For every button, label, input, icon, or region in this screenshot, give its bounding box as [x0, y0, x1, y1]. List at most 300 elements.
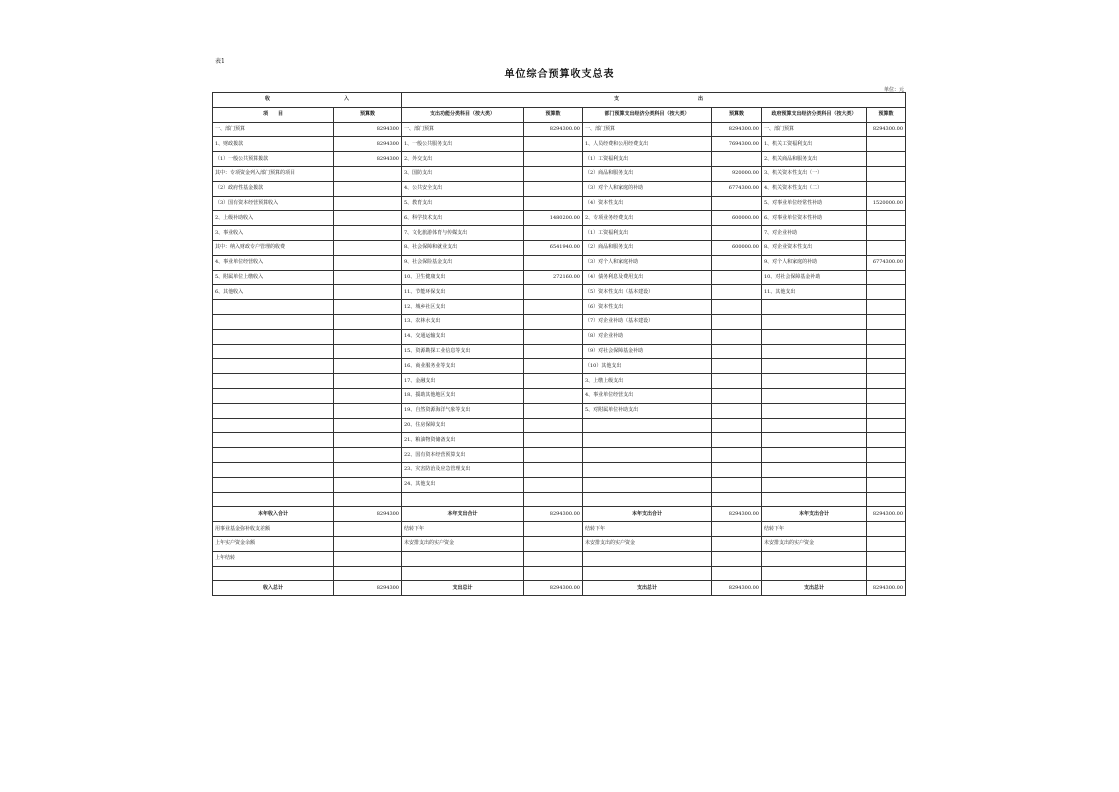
gov-item: 1、机关工资福利支出 — [762, 137, 867, 152]
function-item: 6、科学技术支出 — [402, 211, 524, 226]
dept-item: （1）工资福利支出 — [583, 152, 712, 167]
gov-budget — [867, 211, 906, 226]
dept-budget — [712, 300, 762, 315]
income-budget — [334, 403, 402, 418]
gov-item — [762, 374, 867, 389]
income-budget — [334, 418, 402, 433]
gov-budget: 8294300.00 — [867, 507, 906, 522]
income-item: 1、财政拨款 — [213, 137, 334, 152]
gov-item — [762, 300, 867, 315]
function-item: 18、援助其他地区支出 — [402, 388, 524, 403]
dept-item: （10）其他支出 — [583, 359, 712, 374]
gov-budget — [867, 522, 906, 537]
dept-item: 本年支出合计 — [583, 507, 712, 522]
income-group-header — [213, 93, 402, 108]
income-budget — [334, 566, 402, 581]
dept-budget: 6774300.00 — [712, 181, 762, 196]
header-gov-category: 政府预算支出经济分类科目（按大类） — [762, 107, 867, 122]
income-budget — [334, 270, 402, 285]
function-budget — [524, 255, 583, 270]
table-row — [213, 240, 906, 255]
gov-budget — [867, 433, 906, 448]
income-item — [213, 388, 334, 403]
function-item: 支出总计 — [402, 581, 524, 596]
income-item: 上年结转 — [213, 551, 334, 566]
function-item: 22、国有资本经营预算支出 — [402, 448, 524, 463]
gov-item — [762, 433, 867, 448]
column-header-row — [213, 107, 906, 122]
function-budget — [524, 462, 583, 477]
income-budget — [334, 492, 402, 507]
function-item: 20、住房保障支出 — [402, 418, 524, 433]
gov-budget — [867, 388, 906, 403]
income-budget — [334, 522, 402, 537]
dept-budget — [712, 477, 762, 492]
income-item: 上年实户资金余额 — [213, 536, 334, 551]
gov-item: 一、部门预算 — [762, 122, 867, 137]
function-budget — [524, 226, 583, 241]
table-row — [213, 137, 906, 152]
function-item: 21、粮油物资储备支出 — [402, 433, 524, 448]
function-item: 13、农林水支出 — [402, 314, 524, 329]
income-budget: 8294300 — [334, 507, 402, 522]
header-function-category: 支出功能分类科目（按大类） — [402, 107, 524, 122]
table-number: 表1 — [215, 58, 225, 65]
dept-item: 未安排支出的实户资金 — [583, 536, 712, 551]
income-budget: 8294300 — [334, 137, 402, 152]
table-row — [213, 551, 906, 566]
dept-budget — [712, 314, 762, 329]
gov-item — [762, 448, 867, 463]
expense-group-header — [402, 93, 906, 108]
income-item — [213, 566, 334, 581]
dept-budget — [712, 285, 762, 300]
gov-item — [762, 462, 867, 477]
function-budget — [524, 551, 583, 566]
dept-item: （9）对社会保障基金补助 — [583, 344, 712, 359]
dept-item: （4）债务利息及费用支出 — [583, 270, 712, 285]
function-item: 9、社会保险基金支出 — [402, 255, 524, 270]
gov-item: 本年支出合计 — [762, 507, 867, 522]
header-dept-category: 部门预算支出经济分类科目（按大类） — [583, 107, 712, 122]
income-item — [213, 329, 334, 344]
table-row — [213, 462, 906, 477]
gov-budget — [867, 226, 906, 241]
income-budget — [334, 285, 402, 300]
dept-item: （5）资本性支出（基本建设） — [583, 285, 712, 300]
table-row — [213, 152, 906, 167]
function-item: 未安排支出的实户资金 — [402, 536, 524, 551]
income-item: 收入总计 — [213, 581, 334, 596]
dept-budget — [712, 329, 762, 344]
function-budget — [524, 285, 583, 300]
function-item: 10、卫生健康支出 — [402, 270, 524, 285]
dept-item: （2）商品和服务支出 — [583, 240, 712, 255]
gov-item: 10、对社会保障基金补助 — [762, 270, 867, 285]
dept-budget: 600000.00 — [712, 240, 762, 255]
function-item: 14、交通运输支出 — [402, 329, 524, 344]
gov-budget — [867, 181, 906, 196]
table-row — [213, 344, 906, 359]
dept-item: 5、对附属单位补助支出 — [583, 403, 712, 418]
income-item — [213, 300, 334, 315]
dept-budget — [712, 448, 762, 463]
table-row — [213, 300, 906, 315]
dept-budget — [712, 492, 762, 507]
function-item: 5、教育支出 — [402, 196, 524, 211]
dept-item: （3）对个人和家庭补助 — [583, 255, 712, 270]
gov-budget — [867, 418, 906, 433]
income-budget — [334, 329, 402, 344]
income-item — [213, 344, 334, 359]
gov-item: 未安排支出的实户资金 — [762, 536, 867, 551]
header-gov-budget: 预算数 — [867, 107, 906, 122]
function-item: 17、金融支出 — [402, 374, 524, 389]
gov-item — [762, 344, 867, 359]
income-item — [213, 403, 334, 418]
gov-item — [762, 566, 867, 581]
income-group-char-2: 入 — [343, 96, 349, 103]
function-budget — [524, 329, 583, 344]
function-budget — [524, 418, 583, 433]
gov-item: 8、对企业资本性支出 — [762, 240, 867, 255]
dept-budget — [712, 418, 762, 433]
dept-budget — [712, 462, 762, 477]
function-budget — [524, 137, 583, 152]
year-total-row — [213, 507, 906, 522]
dept-budget — [712, 522, 762, 537]
gov-item — [762, 418, 867, 433]
income-item: 其中：专项资金列入部门预算的项目 — [213, 166, 334, 181]
expense-group-char-2: 出 — [698, 96, 704, 103]
gov-budget — [867, 566, 906, 581]
header-income-budget: 预算数 — [334, 107, 402, 122]
income-budget — [334, 359, 402, 374]
income-budget — [334, 388, 402, 403]
income-item — [213, 374, 334, 389]
income-item — [213, 359, 334, 374]
dept-item: 结转下年 — [583, 522, 712, 537]
function-budget — [524, 448, 583, 463]
dept-budget: 600000.00 — [712, 211, 762, 226]
dept-item — [583, 433, 712, 448]
group-header-row — [213, 93, 906, 108]
gov-budget — [867, 551, 906, 566]
income-budget — [334, 551, 402, 566]
function-budget — [524, 522, 583, 537]
function-budget: 6541940.00 — [524, 240, 583, 255]
table-row — [213, 477, 906, 492]
gov-budget — [867, 344, 906, 359]
dept-budget — [712, 374, 762, 389]
dept-budget — [712, 270, 762, 285]
dept-budget — [712, 403, 762, 418]
function-budget — [524, 374, 583, 389]
function-budget — [524, 359, 583, 374]
income-budget — [334, 196, 402, 211]
function-budget — [524, 536, 583, 551]
table-row — [213, 403, 906, 418]
gov-item — [762, 492, 867, 507]
function-budget — [524, 152, 583, 167]
income-item: 5、附属单位上缴收入 — [213, 270, 334, 285]
income-item: 3、事业收入 — [213, 226, 334, 241]
income-item: 其中：纳入财政专户管理的收费 — [213, 240, 334, 255]
function-item: 8、社会保障和就业支出 — [402, 240, 524, 255]
dept-item — [583, 477, 712, 492]
income-item: 一、部门预算 — [213, 122, 334, 137]
dept-budget — [712, 196, 762, 211]
dept-budget — [712, 226, 762, 241]
dept-item: 2、专项业务经费支出 — [583, 211, 712, 226]
table-row — [213, 448, 906, 463]
income-budget — [334, 314, 402, 329]
income-item — [213, 462, 334, 477]
gov-budget — [867, 359, 906, 374]
income-budget — [334, 536, 402, 551]
table-row — [213, 255, 906, 270]
dept-item — [583, 566, 712, 581]
gov-item — [762, 388, 867, 403]
dept-item: （8）对企业补助 — [583, 329, 712, 344]
gov-item: 4、机关资本性支出（二） — [762, 181, 867, 196]
income-budget: 8294300 — [334, 122, 402, 137]
function-budget — [524, 181, 583, 196]
gov-budget: 6774300.00 — [867, 255, 906, 270]
function-item — [402, 551, 524, 566]
function-item: 24、其他支出 — [402, 477, 524, 492]
dept-item: （2）商品和服务支出 — [583, 166, 712, 181]
function-item: 1、一般公共服务支出 — [402, 137, 524, 152]
function-item — [402, 492, 524, 507]
income-item — [213, 448, 334, 463]
dept-item — [583, 492, 712, 507]
table-row — [213, 211, 906, 226]
budget-table — [212, 92, 906, 596]
gov-budget — [867, 536, 906, 551]
dept-item: （7）对企业补助（基本建设） — [583, 314, 712, 329]
gov-budget: 8294300.00 — [867, 581, 906, 596]
function-budget — [524, 566, 583, 581]
gov-item: 支出总计 — [762, 581, 867, 596]
gov-item: 7、对企业补助 — [762, 226, 867, 241]
dept-budget: 8294300.00 — [712, 581, 762, 596]
income-item — [213, 418, 334, 433]
dept-budget — [712, 388, 762, 403]
table-row — [213, 270, 906, 285]
gov-budget: 8294300.00 — [867, 122, 906, 137]
table-row — [213, 359, 906, 374]
function-budget — [524, 314, 583, 329]
function-item: 7、文化旅游体育与传媒支出 — [402, 226, 524, 241]
gov-budget — [867, 403, 906, 418]
function-item: 本年支出合计 — [402, 507, 524, 522]
income-item: 用事业基金弥补收支差额 — [213, 522, 334, 537]
income-budget: 8294300 — [334, 152, 402, 167]
gov-item: 9、对个人和家庭的补助 — [762, 255, 867, 270]
function-item: 4、公共安全支出 — [402, 181, 524, 196]
gov-item: 5、对事业单位经常性补助 — [762, 196, 867, 211]
gov-budget — [867, 166, 906, 181]
gov-budget — [867, 270, 906, 285]
dept-budget — [712, 551, 762, 566]
income-item: 4、事业单位经营收入 — [213, 255, 334, 270]
income-budget — [334, 166, 402, 181]
income-item: （3）国有资本经营预算收入 — [213, 196, 334, 211]
table-row — [213, 433, 906, 448]
income-group-char-1: 收 — [265, 96, 271, 103]
table-row — [213, 314, 906, 329]
dept-item: （6）资本性支出 — [583, 300, 712, 315]
dept-budget — [712, 536, 762, 551]
gov-budget — [867, 448, 906, 463]
function-budget: 8294300.00 — [524, 122, 583, 137]
dept-budget — [712, 433, 762, 448]
gov-budget — [867, 300, 906, 315]
dept-budget — [712, 359, 762, 374]
gov-budget — [867, 477, 906, 492]
function-budget — [524, 477, 583, 492]
function-item: 3、国防支出 — [402, 166, 524, 181]
unit-label: 单位：元 — [883, 87, 904, 93]
table-row — [213, 181, 906, 196]
table-row — [213, 285, 906, 300]
expense-group-char-1: 支 — [614, 96, 620, 103]
dept-item: 3、上缴上级支出 — [583, 374, 712, 389]
table-row — [213, 418, 906, 433]
table-row — [213, 329, 906, 344]
income-item — [213, 433, 334, 448]
table-row — [213, 122, 906, 137]
table-body — [213, 93, 906, 596]
income-budget — [334, 462, 402, 477]
income-budget — [334, 300, 402, 315]
table-row — [213, 166, 906, 181]
gov-budget: 1520000.00 — [867, 196, 906, 211]
dept-budget — [712, 344, 762, 359]
function-budget — [524, 492, 583, 507]
dept-item — [583, 551, 712, 566]
table-row — [213, 196, 906, 211]
gov-budget — [867, 240, 906, 255]
dept-item: （3）对个人和家庭的补助 — [583, 181, 712, 196]
grand-total-row — [213, 581, 906, 596]
gov-item — [762, 329, 867, 344]
dept-item: （1）工资福利支出 — [583, 226, 712, 241]
income-budget — [334, 374, 402, 389]
dept-item — [583, 418, 712, 433]
income-budget — [334, 211, 402, 226]
function-budget: 1480200.00 — [524, 211, 583, 226]
income-budget — [334, 344, 402, 359]
function-item: 15、资源勘探工业信息等支出 — [402, 344, 524, 359]
header-dept-budget: 预算数 — [712, 107, 762, 122]
gov-budget — [867, 492, 906, 507]
income-budget — [334, 226, 402, 241]
table-row — [213, 226, 906, 241]
gov-budget — [867, 314, 906, 329]
gov-item: 2、机关商品和服务支出 — [762, 152, 867, 167]
dept-item: 4、事业单位经营支出 — [583, 388, 712, 403]
dept-item: （4）资本性支出 — [583, 196, 712, 211]
function-item: 19、自然资源海洋气象等支出 — [402, 403, 524, 418]
function-budget — [524, 344, 583, 359]
function-budget: 8294300.00 — [524, 581, 583, 596]
function-item: 结转下年 — [402, 522, 524, 537]
gov-item: 11、其他支出 — [762, 285, 867, 300]
income-item — [213, 477, 334, 492]
function-budget — [524, 300, 583, 315]
page-title: 单位综合预算收支总表 — [504, 69, 615, 80]
table-row — [213, 522, 906, 537]
income-budget — [334, 448, 402, 463]
gov-item: 3、机关资本性支出（一） — [762, 166, 867, 181]
dept-budget — [712, 566, 762, 581]
dept-budget: 8294300.00 — [712, 507, 762, 522]
gov-item — [762, 477, 867, 492]
income-item: 本年收入合计 — [213, 507, 334, 522]
function-item: 2、外交支出 — [402, 152, 524, 167]
table-row — [213, 374, 906, 389]
income-item — [213, 492, 334, 507]
gov-budget — [867, 137, 906, 152]
dept-budget: 920000.00 — [712, 166, 762, 181]
income-item: （1）一般公共预算拨款 — [213, 152, 334, 167]
income-item: 2、上级补助收入 — [213, 211, 334, 226]
gov-item: 6、对事业单位资本性补助 — [762, 211, 867, 226]
table-row — [213, 388, 906, 403]
table-row — [213, 536, 906, 551]
income-budget: 8294300 — [334, 581, 402, 596]
dept-item: 1、人员经费和公用经费支出 — [583, 137, 712, 152]
header-function-budget: 预算数 — [524, 107, 583, 122]
function-budget — [524, 388, 583, 403]
table-row — [213, 492, 906, 507]
gov-item — [762, 403, 867, 418]
function-budget — [524, 433, 583, 448]
function-item: 16、商业服务业等支出 — [402, 359, 524, 374]
dept-budget: 8294300.00 — [712, 122, 762, 137]
table-row — [213, 566, 906, 581]
function-budget: 8294300.00 — [524, 507, 583, 522]
gov-budget — [867, 374, 906, 389]
function-item: 12、城乡社区支出 — [402, 300, 524, 315]
gov-item — [762, 314, 867, 329]
income-item: 6、其他收入 — [213, 285, 334, 300]
dept-item — [583, 462, 712, 477]
gov-item — [762, 551, 867, 566]
gov-budget — [867, 285, 906, 300]
gov-item — [762, 359, 867, 374]
income-item: （2）政府性基金拨款 — [213, 181, 334, 196]
header-item: 项 目 — [213, 107, 334, 122]
function-item: 11、节能环保支出 — [402, 285, 524, 300]
dept-item: 一、部门预算 — [583, 122, 712, 137]
dept-item — [583, 448, 712, 463]
function-budget — [524, 166, 583, 181]
gov-item: 结转下年 — [762, 522, 867, 537]
income-budget — [334, 477, 402, 492]
income-budget — [334, 255, 402, 270]
function-item — [402, 566, 524, 581]
gov-budget — [867, 152, 906, 167]
income-budget — [334, 240, 402, 255]
gov-budget — [867, 329, 906, 344]
income-budget — [334, 181, 402, 196]
function-budget — [524, 403, 583, 418]
function-item: 一、部门预算 — [402, 122, 524, 137]
dept-item: 支出总计 — [583, 581, 712, 596]
